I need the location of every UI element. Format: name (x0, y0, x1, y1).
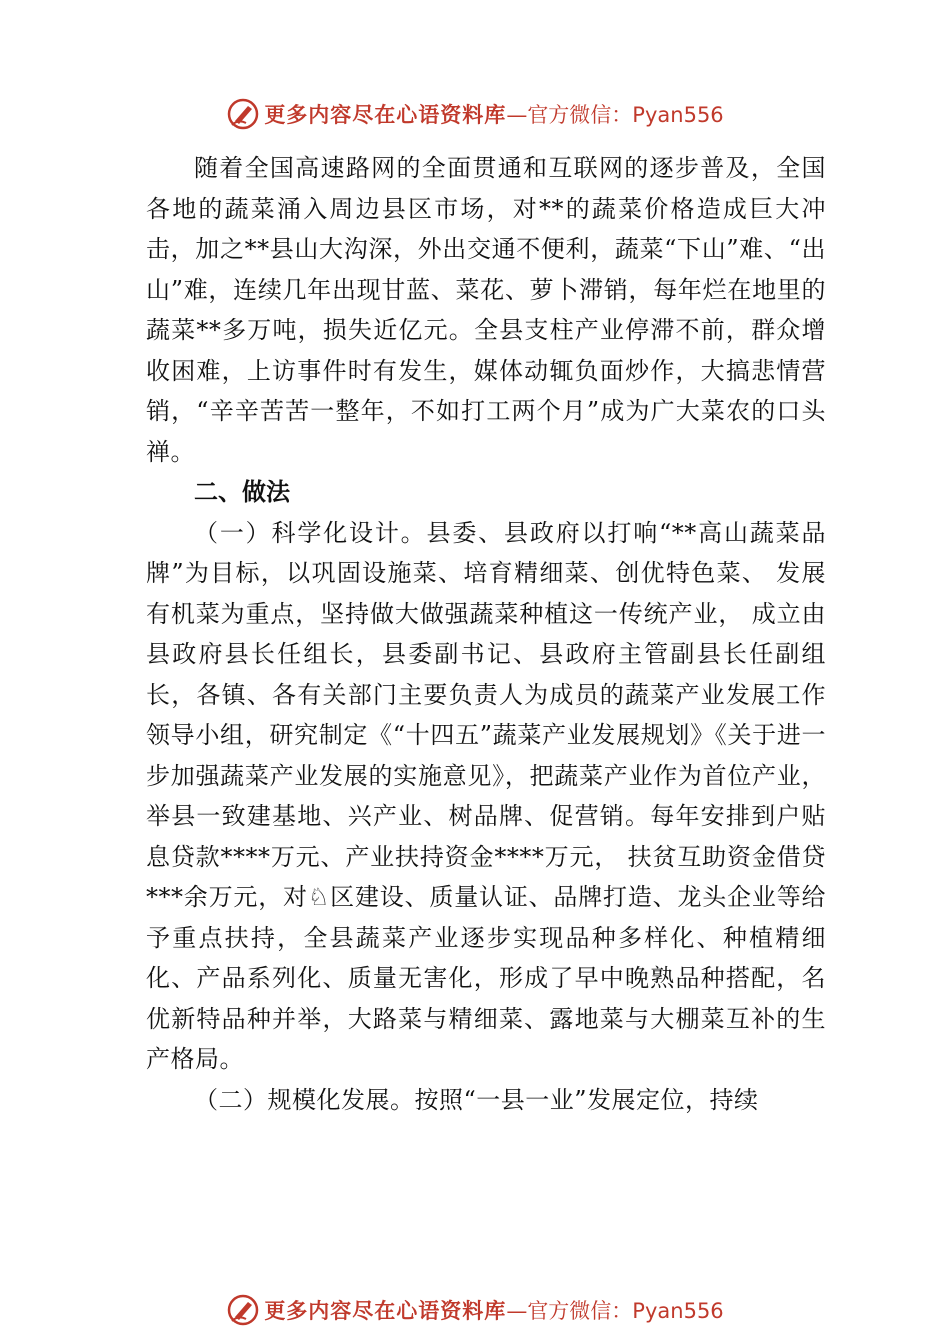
section-heading-methods: 二、做法 (194, 478, 290, 506)
paragraph-background: 随着全国高速路网的全面贯通和互联网的逐步普及，全国各地的蔬菜涌入周边县区市场，对**的蔬菜价格造成巨大冲击，加之**县山大沟深，外出交通不便利，蔬菜“下山”难、“出山”难，连续几年出现甘蓝、菜花、萝卜滞销，每年烂在地里的蔬菜**多万吨，损失近亿元。全县支柱产业停滞不前，群众增收困难，上访事件时有发生，媒体动辄负面炒作，大搞悲情营销，“辛辛苦苦一整年，不如打工两个月”成为广大菜农的口头禅。 (146, 154, 826, 466)
brand-logo-icon (226, 97, 260, 131)
brand-logo-icon (226, 1293, 260, 1327)
header-brand-text: 更多内容尽在心语资料库 (264, 102, 507, 127)
paragraph-scientific-design: （一）科学化设计。县委、县政府以打响“**高山蔬菜品牌”为目标，以巩固设施菜、培育精细菜、创优特色菜、 发展有机菜为重点，坚持做大做强蔬菜种植这一传统产业， 成立由县政府县长任组长，县委副书记、县政府主管副县长任副组长，各镇、各有关部门主要负责人为成员的蔬菜产业发展工作领导小组，研究制定《“十四五”蔬菜产业发展规划》《关于进一步加强蔬菜产业发展的实施意见》，把蔬菜产业作为首位产业，举县一致建基地、兴产业、树品牌、促营销。每年安排到户贴息贷款****万元、产业扶持资金****万元， 扶贫互助资金借贷***余万元，对♘区建设、质量认证、品牌打造、龙头企业等给予重点扶持，全县蔬菜产业逐步实现品种多样化、种植精细化、产品系列化、质量无害化，形成了早中晚熟品种搭配，名优新特品种并举，大路菜与精细菜、露地菜与大棚菜互补的生产格局。 (146, 518, 826, 1073)
header-banner (0, 94, 950, 134)
document-body (146, 148, 826, 1120)
footer-banner (0, 1290, 950, 1330)
footer-wechat-text: —官方微信：Pyan556 (506, 1299, 724, 1323)
footer-brand-text: 更多内容尽在心语资料库 (264, 1298, 507, 1323)
header-wechat-text: —官方微信：Pyan556 (506, 103, 724, 127)
paragraph-scale-development: （二）规模化发展。按照“一县一业”发展定位，持续 (194, 1085, 759, 1114)
